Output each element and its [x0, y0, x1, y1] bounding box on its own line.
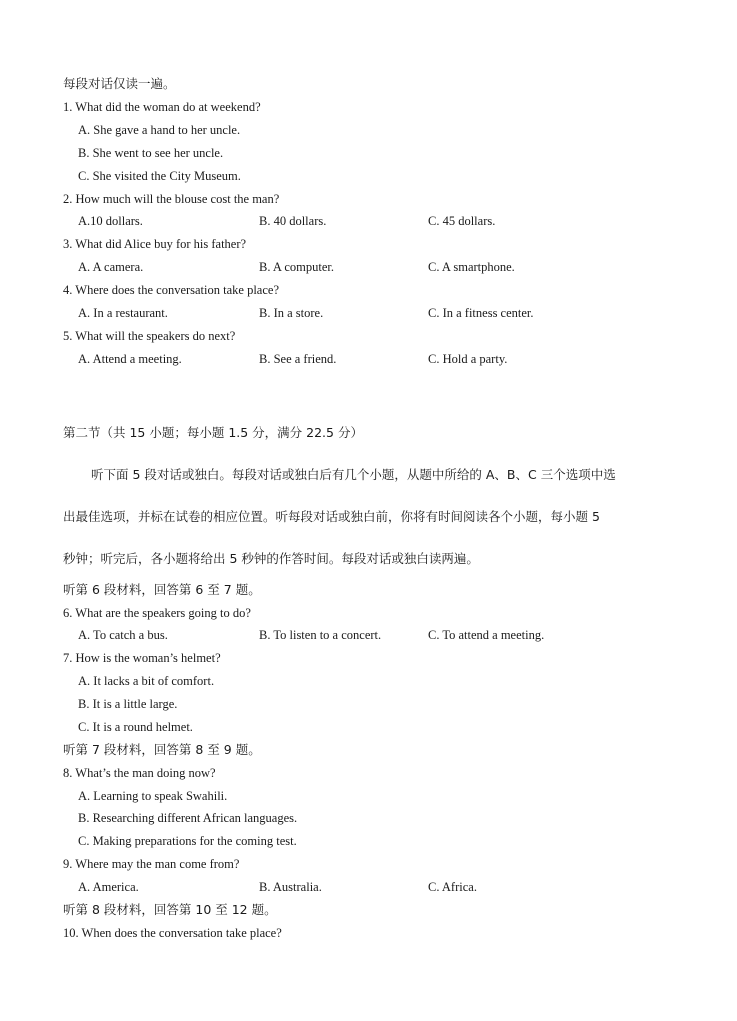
question-3: 3. What did Alice buy for his father? [63, 237, 247, 251]
question-9: 9. Where may the man come from? [63, 857, 240, 871]
q2-option-c: C. 45 dollars. [428, 214, 496, 228]
question-6: 6. What are the speakers going to do? [63, 606, 251, 620]
instruction-line-1: 听下面 5 段对话或独白。每段对话或独白后有几个小题，从题中所给的 A、B、C 三个选项中选 [91, 467, 616, 482]
instruction-line-3: 秒钟；听完后，各小题将给出 5 秒钟的作答时间。每段对话或独白读两遍。 [63, 551, 479, 566]
question-7: 7. How is the woman’s helmet? [63, 651, 221, 665]
question-2: 2. How much will the blouse cost the man? [63, 192, 280, 206]
q8-option-a: A. Learning to speak Swahili. [78, 789, 228, 803]
q4-option-c: C. In a fitness center. [428, 306, 534, 320]
q1-option-a: A. She gave a hand to her uncle. [78, 123, 241, 137]
q9-option-b: B. Australia. [259, 880, 322, 894]
question-4: 4. Where does the conversation take place? [63, 283, 279, 297]
q9-option-a: A. America. [78, 880, 139, 894]
q6-option-c: C. To attend a meeting. [428, 628, 545, 642]
q6-option-b: B. To listen to a concert. [259, 628, 382, 642]
q2-option-b: B. 40 dollars. [259, 214, 327, 228]
q8-option-c: C. Making preparations for the coming test. [78, 834, 297, 848]
question-8: 8. What’s the man doing now? [63, 766, 216, 780]
q3-option-a: A. A camera. [78, 260, 144, 274]
q4-option-a: A. In a restaurant. [78, 306, 168, 320]
q7-option-b: B. It is a little large. [78, 697, 178, 711]
question-5: 5. What will the speakers do next? [63, 329, 236, 343]
passage7-intro: 听第 7 段材料，回答第 8 至 9 题。 [63, 742, 261, 757]
q5-option-b: B. See a friend. [259, 352, 337, 366]
passage8-intro: 听第 8 段材料，回答第 10 至 12 题。 [63, 902, 277, 917]
q2-option-a: A.10 dollars. [78, 214, 143, 228]
q5-option-c: C. Hold a party. [428, 352, 508, 366]
q6-option-a: A. To catch a bus. [78, 628, 168, 642]
q3-option-b: B. A computer. [259, 260, 334, 274]
q4-option-b: B. In a store. [259, 306, 324, 320]
passage6-intro: 听第 6 段材料，回答第 6 至 7 题。 [63, 582, 261, 597]
section2-heading: 第二节（共 15 小题；每小题 1.5 分，满分 22.5 分） [63, 425, 363, 440]
q1-option-c: C. She visited the City Museum. [78, 169, 241, 183]
q7-option-a: A. It lacks a bit of comfort. [78, 674, 215, 688]
question-1: 1. What did the woman do at weekend? [63, 100, 261, 114]
q5-option-a: A. Attend a meeting. [78, 352, 182, 366]
q7-option-c: C. It is a round helmet. [78, 720, 193, 734]
q9-option-c: C. Africa. [428, 880, 477, 894]
q1-option-b: B. She went to see her uncle. [78, 146, 224, 160]
q3-option-c: C. A smartphone. [428, 260, 515, 274]
header-note: 每段对话仅读一遍。 [63, 76, 176, 91]
q8-option-b: B. Researching different African languages. [78, 811, 298, 825]
instruction-line-2: 出最佳选项，并标在试卷的相应位置。听每段对话或独白前，你将有时间阅读各个小题，每小题 5 [63, 509, 600, 524]
question-10: 10. When does the conversation take place? [63, 926, 282, 940]
